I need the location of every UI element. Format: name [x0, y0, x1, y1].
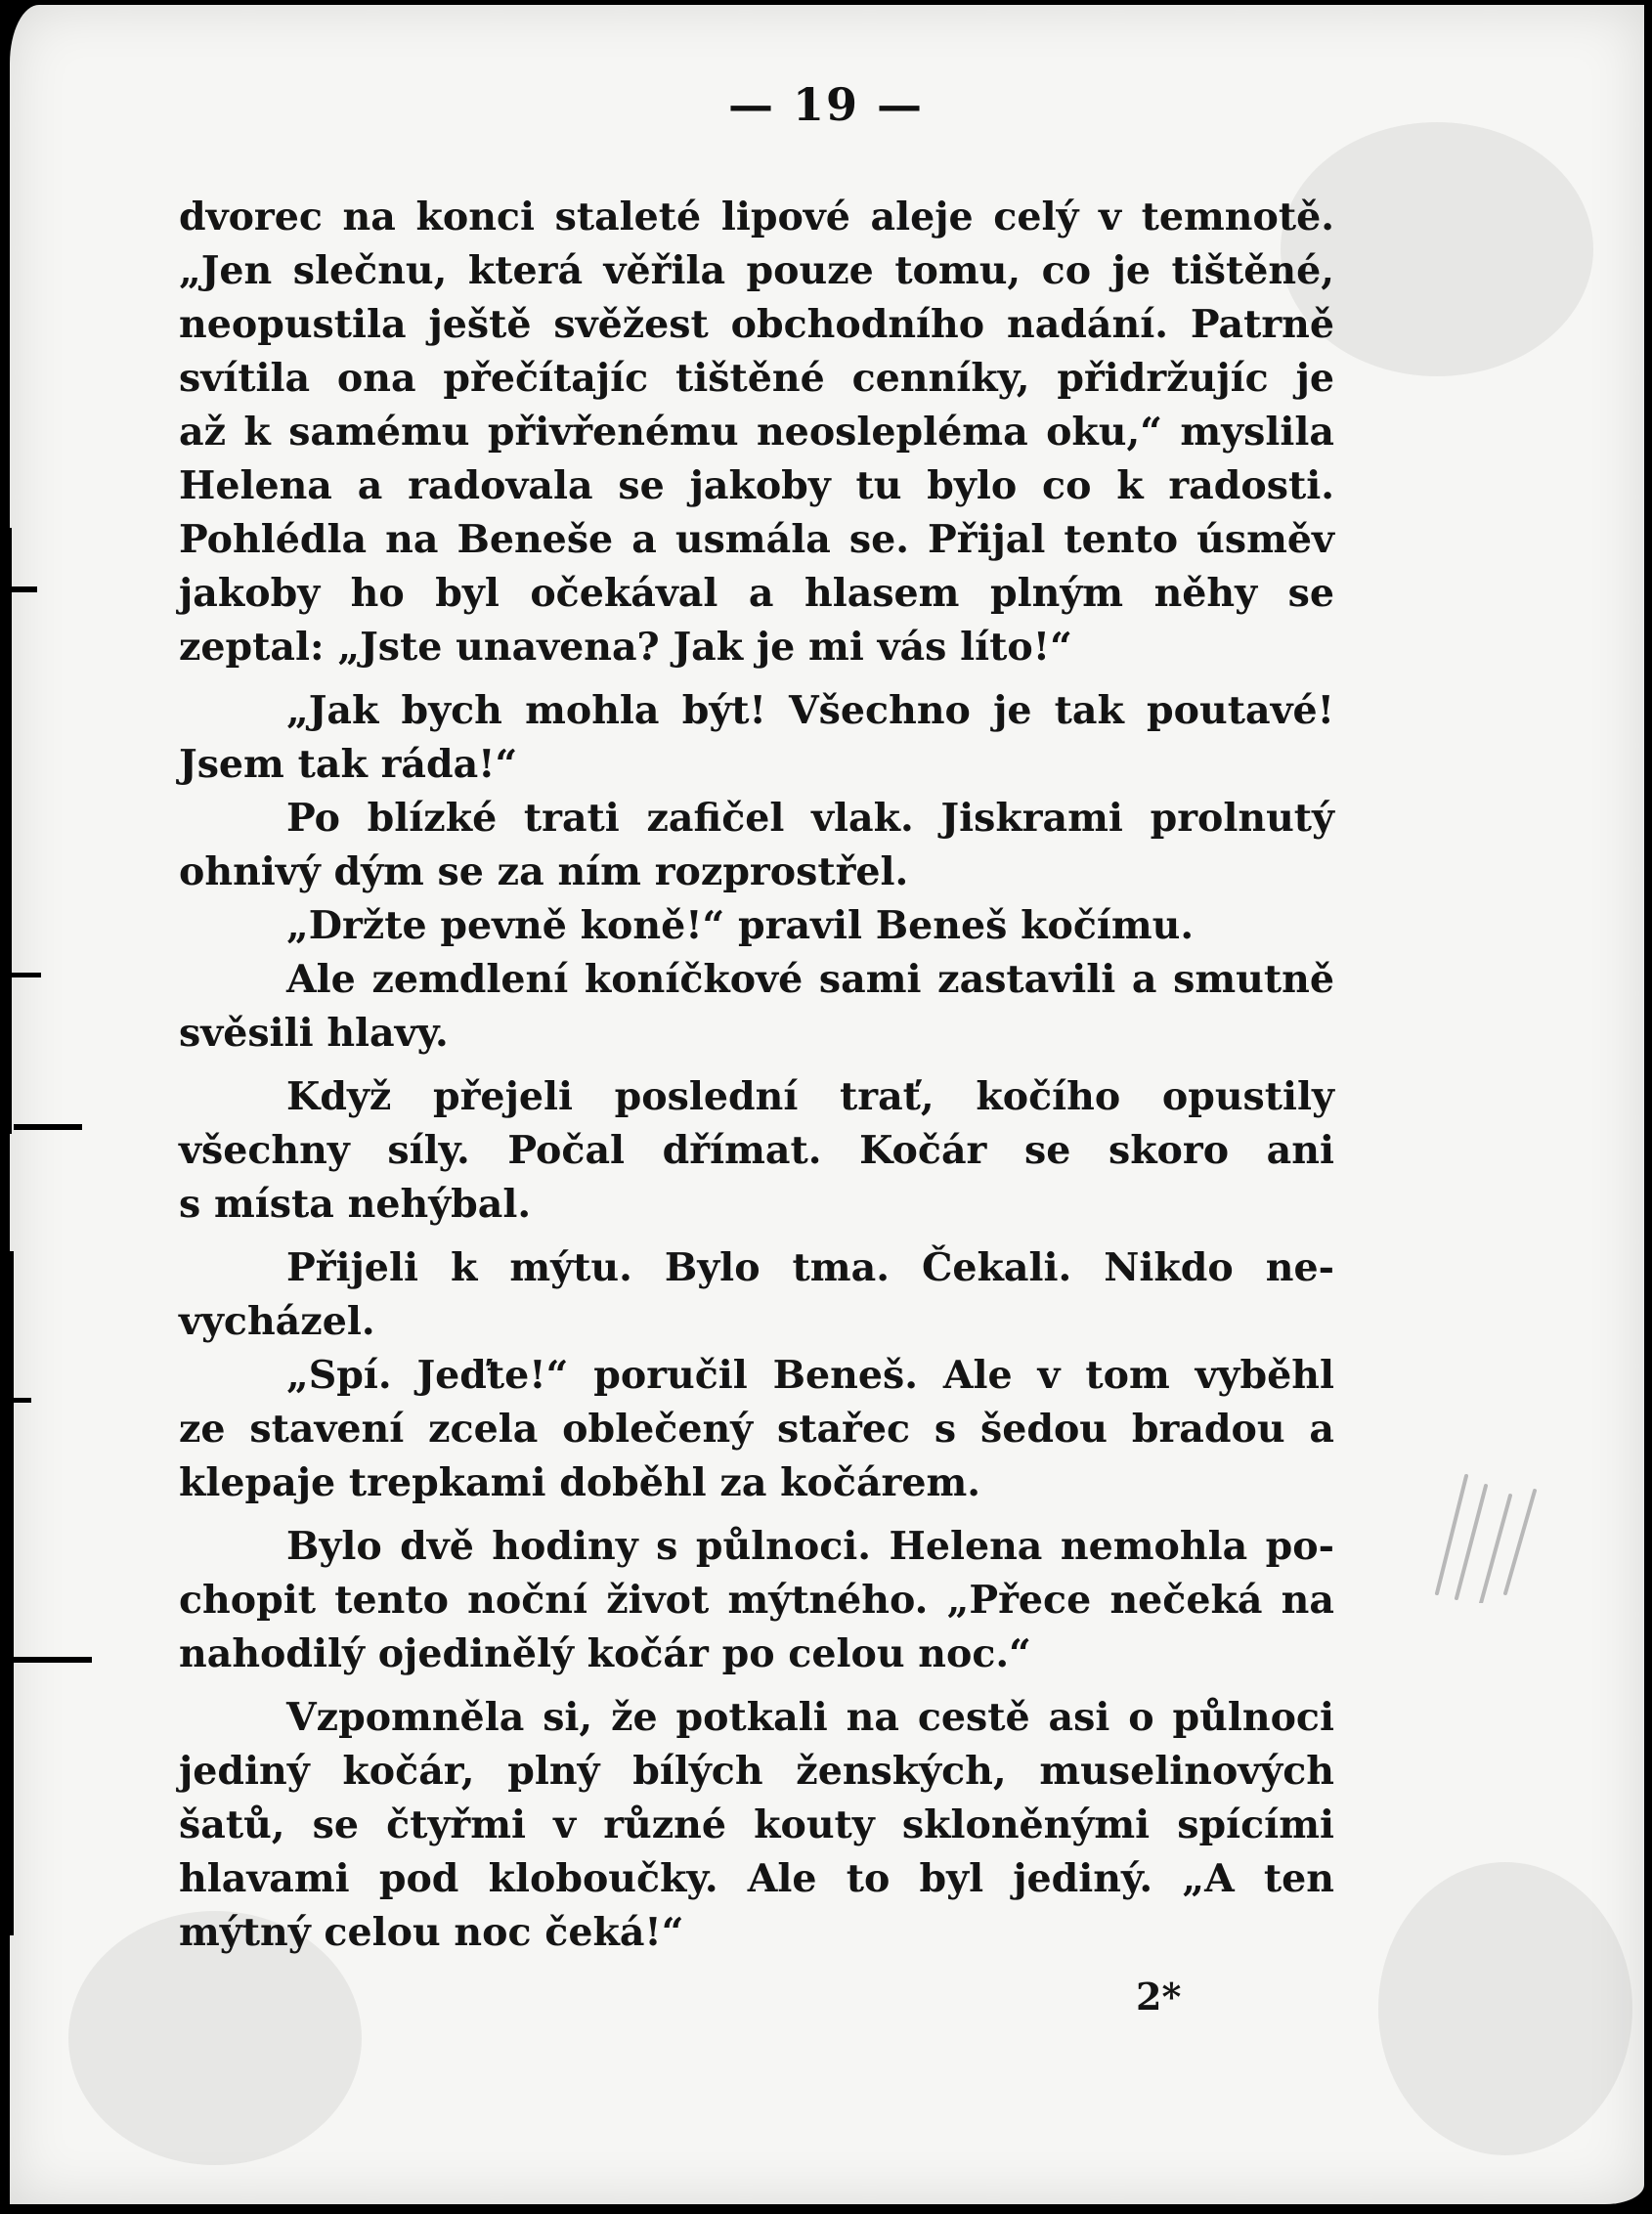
- signature-mark: 2*: [1136, 1975, 1182, 2019]
- text-line: svěsili hlavy.: [179, 1011, 449, 1056]
- text-line: nahodilý ojedinělý kočár po celou noc.“: [179, 1631, 1031, 1676]
- binding-edge-mark: [14, 1124, 82, 1130]
- text-line: Helena a radovala se jakoby tu bylo co k radosti.: [179, 463, 1334, 508]
- text-line: neopustila ještě svěžest obchodního nadání. Patrně: [179, 302, 1334, 347]
- text-line: Jsem tak ráda!“: [179, 742, 518, 787]
- body-text: [179, 191, 1334, 1960]
- text-line: „Jen slečnu, která věřila pouze tomu, co je tištěné,: [179, 248, 1334, 293]
- text-line: s místa nehýbal.: [179, 1182, 532, 1227]
- binding-edge-mark: [0, 1251, 14, 1935]
- binding-edge-mark: [14, 1398, 31, 1403]
- text-line: jediný kočár, plný bílých ženských, muselinových: [179, 1749, 1334, 1794]
- text-line: Přijeli k mýtu. Bylo tma. Čekali. Nikdo ne-: [286, 1245, 1334, 1290]
- text-line: Vzpomněla si, že potkali na cestě asi o půlnoci: [286, 1695, 1334, 1740]
- binding-edge-mark: [12, 973, 41, 977]
- text-line: ze stavení zcela oblečený stařec s šedou bradou a: [179, 1407, 1334, 1452]
- text-line: ohnivý dým se za ním rozprostřel.: [179, 849, 909, 894]
- binding-edge-mark: [0, 528, 12, 1134]
- text-line: Pohlédla na Beneše a usmála se. Přijal tento úsměv: [179, 517, 1334, 562]
- binding-edge-mark: [12, 586, 37, 592]
- text-line: „Jak bych mohla být! Všechno je tak poutavé!: [286, 688, 1334, 733]
- text-line: chopit tento noční život mýtného. „Přece nečeká na: [179, 1578, 1334, 1623]
- text-line: „Spí. Jeďte!“ poručil Beneš. Ale v tom vyběhl: [286, 1353, 1334, 1398]
- text-line: vycházel.: [179, 1299, 375, 1344]
- text-line: až k samému přivřenému neoslepléma oku,“ myslila: [179, 410, 1334, 455]
- text-line: zeptal: „Jste unavena? Jak je mi vás líto!“: [179, 625, 1072, 670]
- text-line: dvorec na konci staleté lipové aleje celý v temnotě.: [179, 195, 1334, 239]
- text-line: mýtný celou noc čeká!“: [179, 1910, 684, 1955]
- text-line: jakoby ho byl očekával a hlasem plným něhy se: [179, 571, 1334, 616]
- text-line: Ale zemdlení koníčkové sami zastavili a smutně: [286, 957, 1334, 1002]
- binding-edge-mark: [14, 1657, 92, 1663]
- text-line: klepaje trepkami doběhl za kočárem.: [179, 1460, 981, 1505]
- page-number: — 19 —: [727, 78, 925, 131]
- text-line: Po blízké trati zafičel vlak. Jiskrami prolnutý: [286, 796, 1334, 841]
- text-line: hlavami pod kloboučky. Ale to byl jediný. „A ten: [179, 1856, 1334, 1901]
- text-line: Když přejeli poslední trať, kočího opustily: [286, 1074, 1334, 1119]
- text-line: svítila ona přečítajíc tištěné cenníky, přidržujíc je: [179, 356, 1334, 401]
- text-line: šatů, se čtyřmi v různé kouty skloněnými spícími: [179, 1802, 1334, 1847]
- text-line: „Držte pevně koně!“ pravil Beneš kočímu.: [286, 903, 1195, 948]
- text-line: všechny síly. Počal dřímat. Kočár se skoro ani: [179, 1128, 1334, 1173]
- text-line: Bylo dvě hodiny s půlnoci. Helena nemohla po-: [286, 1524, 1334, 1569]
